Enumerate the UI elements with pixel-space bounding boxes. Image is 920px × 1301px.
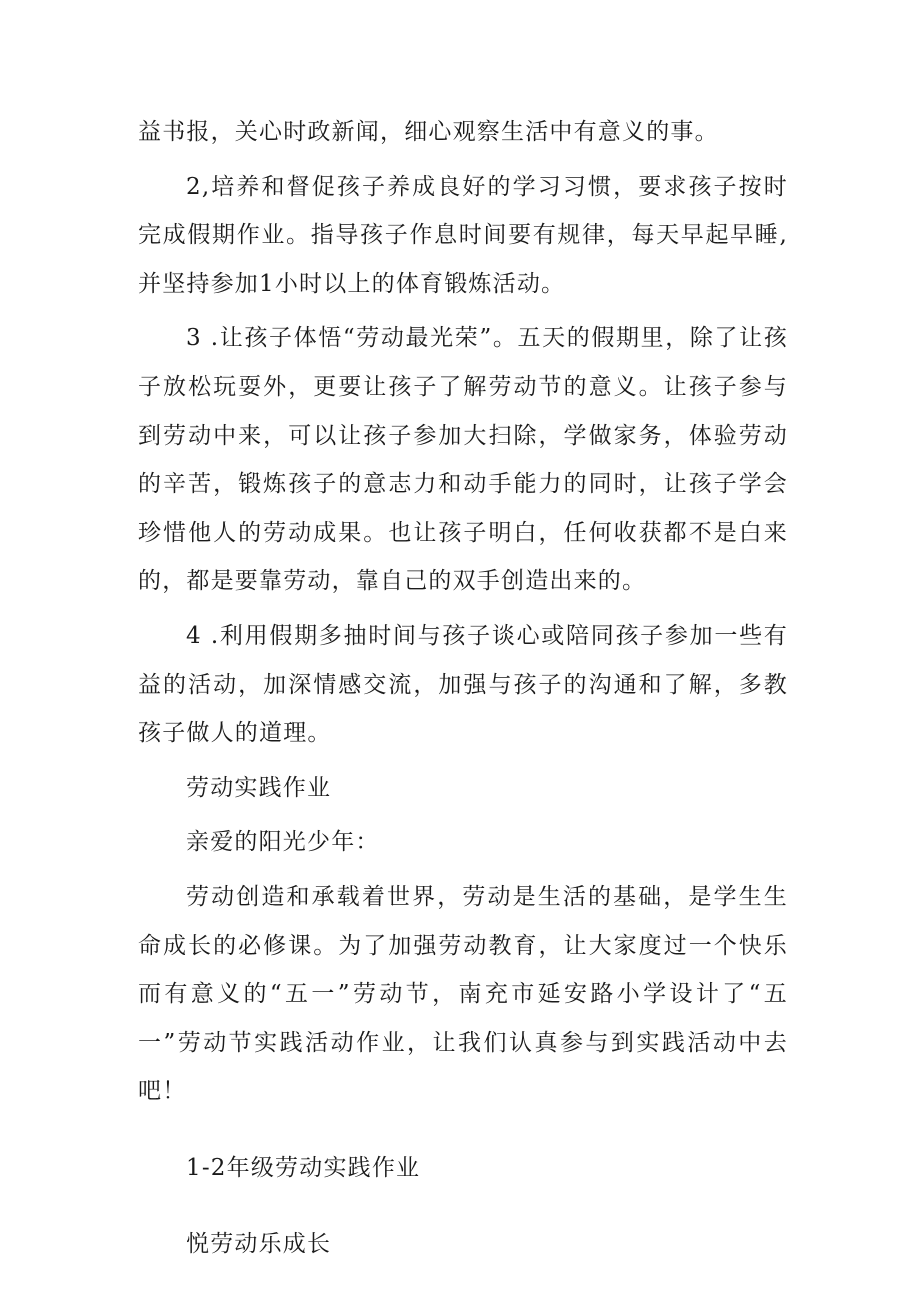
paragraph-item-3: 3 .让孩子体悟“劳动最光荣”。五天的假期里，除了让孩子放松玩耍外，更要让孩子了解劳动节的意义。让孩子参与到劳动中来，可以让孩子参加大扫除，学做家务，体验劳动的辛苦，锻炼孩子的意志力和动手能力的同时，让孩子学会珍惜他人的劳动成果。也让孩子明白，任何收获都不是白来的，都是要靠劳动，靠自己的双手创造出来的。 (138, 325, 789, 595)
intro-paragraph: 劳动创造和承载着世界，劳动是生活的基础，是学生生命成长的必修课。为了加强劳动教育，让大家度过一个快乐而有意义的“五一”劳动节，南充市延安路小学设计了“五一”劳动节实践活动作业，让我们认真参与到实践活动中去吧！ (138, 883, 788, 1105)
document-page (138, 108, 788, 1269)
grade-heading: 1-2年级劳动实践作业 (186, 1154, 421, 1181)
paragraph-item-4: 4 .利用假期多抽时间与孩子谈心或陪同孩子参加一些有益的活动，加深情感交流，加强与孩子的沟通和了解，多教孩子做人的道理。 (138, 622, 788, 747)
section-heading: 劳动实践作业 (186, 774, 332, 801)
salutation: 亲爱的阳光少年： (186, 829, 380, 856)
paragraph-continuation: 益书报，关心时政新闻，细心观察生活中有意义的事。 (138, 119, 719, 145)
activity-title: 悦劳动乐成长 (186, 1231, 332, 1258)
paragraph-item-2: 2,培养和督促孩子养成良好的学习习惯，要求孩子按时完成假期作业。指导孩子作息时间要有规律，每天早起早睡,并坚持参加1小时以上的体育锻炼活动。 (138, 173, 788, 297)
